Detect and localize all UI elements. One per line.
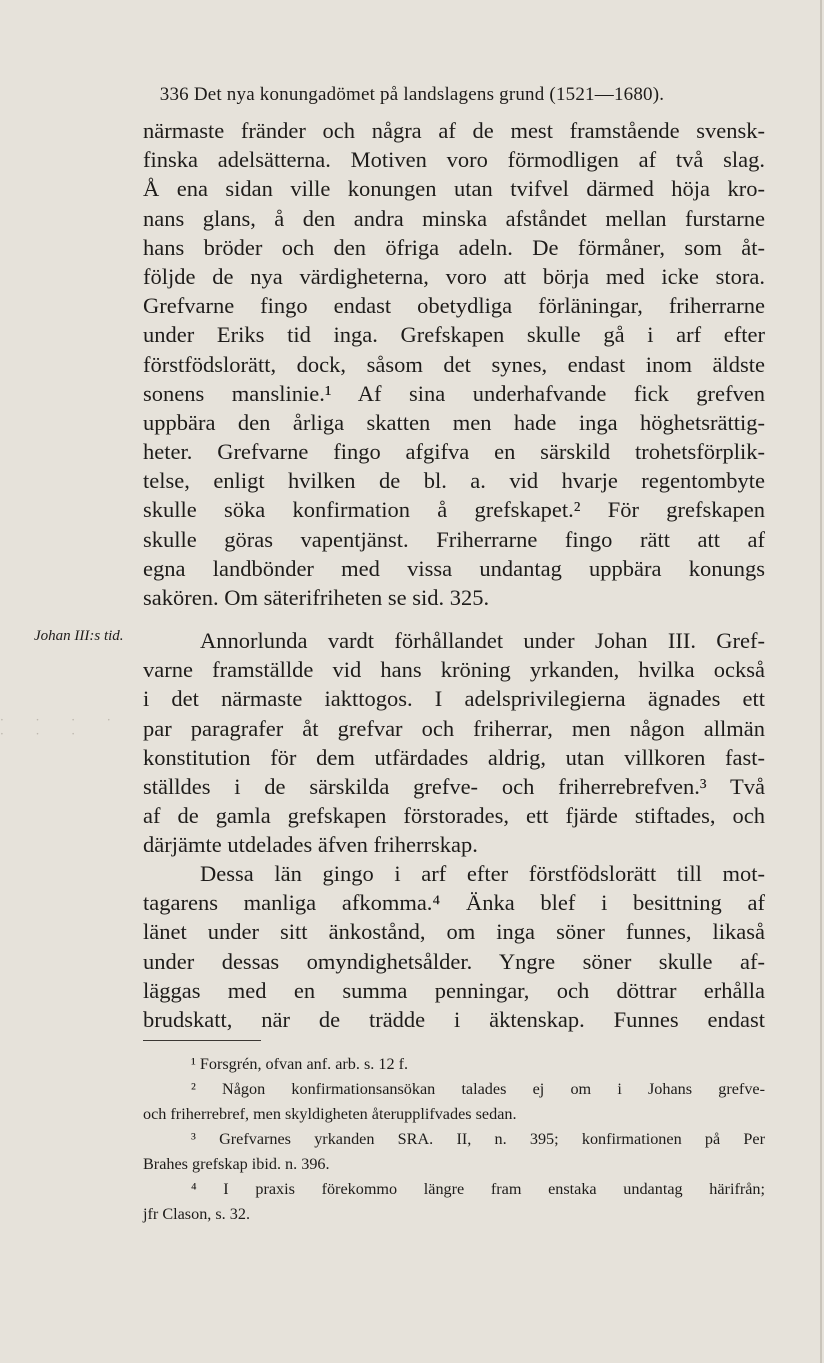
text-line: under dessas omyndighetsålder. Yngre söner skulle af-: [143, 948, 765, 974]
paragraph-1: [143, 116, 765, 612]
text-line: telse, enligt hvilken de bl. a. vid hvarje regentombyte: [143, 468, 765, 494]
page-edge: [820, 0, 822, 1363]
running-header: 336 Det nya konungadömet på landslagens grund (1521—1680).: [159, 84, 665, 105]
paragraph-3: [143, 859, 765, 1034]
text-line: hans bröder och den öfriga adeln. De förmåner, som åt-: [143, 234, 765, 260]
text-line: i det närmaste iakttogos. I adelsprivilegierna ägnades ett: [143, 686, 765, 712]
text-line: Å ena sidan ville konungen utan tvifvel därmed höja kro-: [143, 176, 765, 202]
text-line: därjämte utdelades äfven friherrskap.: [143, 832, 478, 858]
text-line: sonens manslinie.¹ Af sina underhafvande fick grefven: [143, 380, 765, 406]
footnote-line: ² Någon konfirmationsansökan talades ej om i Johans grefve-: [191, 1080, 765, 1098]
text-line: sakören. Om säterifriheten se sid. 325.: [143, 585, 490, 610]
text-line: uppbära den årliga skatten men hade inga höghetsrättig-: [143, 409, 765, 435]
text-line: brudskatt, när de trädde i äktenskap. Funnes endast: [143, 1006, 765, 1032]
footnote-line: ³ Grefvarnes yrkanden SRA. II, n. 395; konfirmationen på Per: [191, 1130, 765, 1148]
text-line: heter. Grefvarne fingo afgifva en särskild trohetsförplik-: [143, 439, 765, 465]
text-line: länet under sitt änkostånd, om inga söner funnes, likaså: [143, 919, 765, 945]
text-line: läggas med en summa penningar, och döttrar erhålla: [143, 977, 765, 1003]
text-line: egna landbönder med vissa undantag uppbära konungs: [143, 555, 765, 581]
text-line: tagarens manliga afkomma.⁴ Änka blef i besittning af: [143, 890, 765, 916]
text-line: närmaste fränder och några af de mest framstående svensk-: [143, 118, 765, 143]
text-line: skulle göras vapentjänst. Friherrarne fingo rätt att af: [143, 526, 765, 552]
text-line: förstfödslorätt, dock, såsom det synes, endast inom äldste: [143, 351, 765, 377]
margin-note: Johan III:s tid.: [34, 628, 124, 644]
paragraph-2: [143, 626, 765, 860]
text-line: Annorlunda vardt förhållandet under Johan III. Gref-: [200, 628, 765, 653]
text-line: skulle söka konfirmation å grefskapet.² För grefskapen: [143, 497, 765, 523]
footnote-line: ¹ Forsgrén, ofvan anf. arb. s. 12 f.: [191, 1055, 409, 1073]
text-line: konstitution för dem utfärdades aldrig, utan villkoren fast-: [143, 744, 765, 770]
footnote-rule: [143, 1040, 261, 1041]
footnote-line: och friherrebref, men skyldigheten återupplifvades sedan.: [143, 1105, 517, 1123]
margin-dots: · · · · · · ·: [0, 713, 125, 741]
text-line: Dessa län gingo i arf efter förstfödslorätt till mot-: [200, 861, 765, 886]
footnote-line: ⁴ I praxis förekommo längre fram enstaka undantag härifrån;: [191, 1180, 765, 1198]
text-line: följde de nya värdigheterna, voro att börja med icke stora.: [143, 263, 765, 289]
text-line: nans glans, å den andra minska afståndet mellan furstarne: [143, 205, 765, 231]
text-line: ställdes i de särskilda grefve- och friherrebrefven.³ Två: [143, 773, 765, 799]
footnotes: [143, 1052, 765, 1227]
text-line: Grefvarne fingo endast obetydliga förläningar, friherrarne: [143, 293, 765, 319]
footnote-line: jfr Clason, s. 32.: [143, 1205, 251, 1223]
footnote-line: Brahes grefskap ibid. n. 396.: [143, 1155, 330, 1173]
text-line: par paragrafer åt grefvar och friherrar, men någon allmän: [143, 715, 765, 741]
text-line: varne framställde vid hans kröning yrkanden, hvilka också: [143, 657, 765, 683]
text-line: finska adelsätterna. Motiven voro förmodligen af två slag.: [143, 147, 765, 173]
text-line: under Eriks tid inga. Grefskapen skulle gå i arf efter: [143, 322, 765, 348]
text-line: af de gamla grefskapen förstorades, ett fjärde stiftades, och: [143, 803, 765, 829]
